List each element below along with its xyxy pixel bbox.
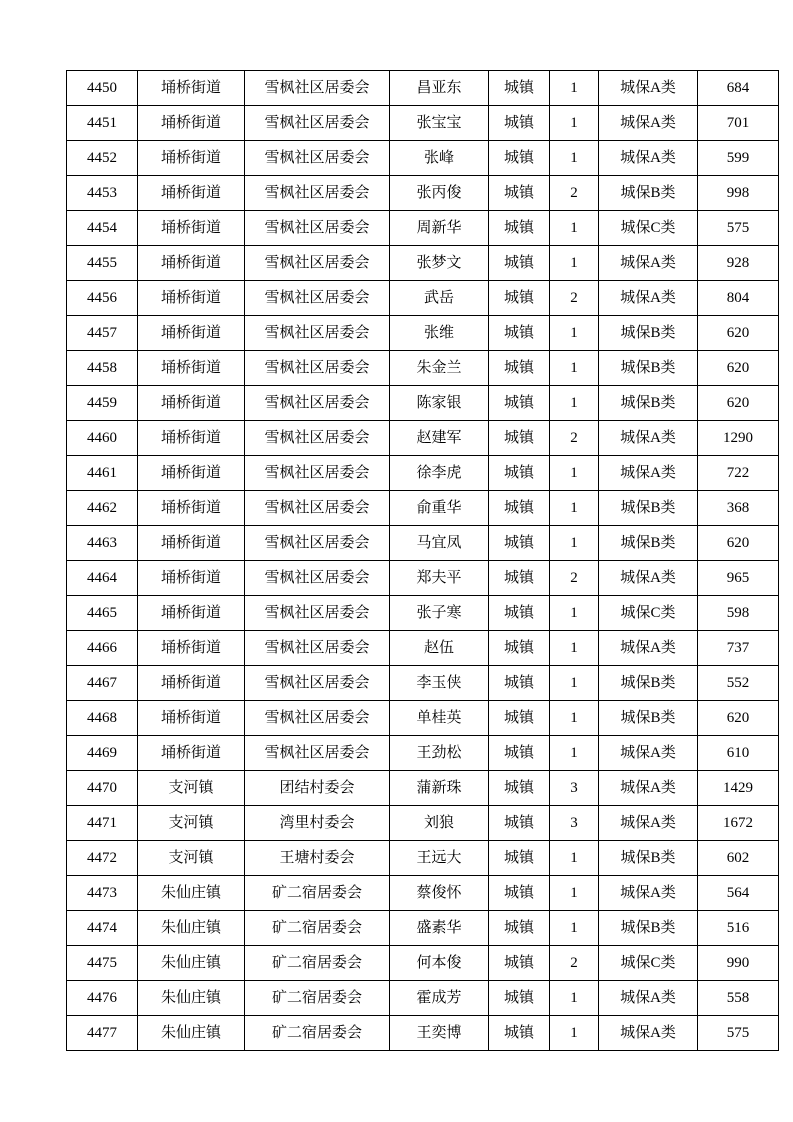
cell-person-count: 1 bbox=[550, 841, 599, 876]
cell-person-count: 1 bbox=[550, 1016, 599, 1051]
cell-street: 埇桥街道 bbox=[138, 386, 245, 421]
cell-household-type: 城镇 bbox=[489, 771, 550, 806]
cell-person-count: 2 bbox=[550, 946, 599, 981]
cell-household-type: 城镇 bbox=[489, 946, 550, 981]
cell-amount: 990 bbox=[698, 946, 779, 981]
cell-id: 4455 bbox=[67, 246, 138, 281]
cell-amount: 620 bbox=[698, 316, 779, 351]
cell-person-count: 1 bbox=[550, 386, 599, 421]
cell-person-count: 1 bbox=[550, 596, 599, 631]
cell-amount: 1290 bbox=[698, 421, 779, 456]
cell-id: 4477 bbox=[67, 1016, 138, 1051]
cell-person-count: 1 bbox=[550, 211, 599, 246]
cell-street: 埇桥街道 bbox=[138, 526, 245, 561]
cell-category: 城保A类 bbox=[599, 981, 698, 1016]
cell-household-type: 城镇 bbox=[489, 106, 550, 141]
table-row bbox=[67, 771, 779, 806]
cell-id: 4467 bbox=[67, 666, 138, 701]
cell-amount: 552 bbox=[698, 666, 779, 701]
table-row bbox=[67, 176, 779, 211]
cell-name: 张梦文 bbox=[390, 246, 489, 281]
table-row bbox=[67, 946, 779, 981]
cell-id: 4458 bbox=[67, 351, 138, 386]
cell-village: 雪枫社区居委会 bbox=[245, 631, 390, 666]
cell-category: 城保B类 bbox=[599, 911, 698, 946]
cell-category: 城保B类 bbox=[599, 491, 698, 526]
table-row bbox=[67, 666, 779, 701]
cell-household-type: 城镇 bbox=[489, 841, 550, 876]
cell-category: 城保A类 bbox=[599, 456, 698, 491]
cell-name: 马宜凤 bbox=[390, 526, 489, 561]
cell-category: 城保A类 bbox=[599, 806, 698, 841]
cell-category: 城保B类 bbox=[599, 176, 698, 211]
cell-name: 赵伍 bbox=[390, 631, 489, 666]
cell-category: 城保B类 bbox=[599, 701, 698, 736]
cell-name: 昌亚东 bbox=[390, 71, 489, 106]
cell-amount: 620 bbox=[698, 351, 779, 386]
cell-street: 埇桥街道 bbox=[138, 106, 245, 141]
cell-id: 4462 bbox=[67, 491, 138, 526]
cell-category: 城保A类 bbox=[599, 281, 698, 316]
cell-category: 城保B类 bbox=[599, 526, 698, 561]
cell-household-type: 城镇 bbox=[489, 351, 550, 386]
cell-id: 4470 bbox=[67, 771, 138, 806]
cell-name: 张子寒 bbox=[390, 596, 489, 631]
cell-amount: 620 bbox=[698, 386, 779, 421]
cell-name: 武岳 bbox=[390, 281, 489, 316]
cell-amount: 998 bbox=[698, 176, 779, 211]
cell-person-count: 1 bbox=[550, 701, 599, 736]
cell-amount: 620 bbox=[698, 701, 779, 736]
cell-name: 刘狼 bbox=[390, 806, 489, 841]
cell-street: 埇桥街道 bbox=[138, 141, 245, 176]
cell-category: 城保A类 bbox=[599, 771, 698, 806]
cell-household-type: 城镇 bbox=[489, 561, 550, 596]
cell-household-type: 城镇 bbox=[489, 666, 550, 701]
cell-household-type: 城镇 bbox=[489, 806, 550, 841]
table-row bbox=[67, 876, 779, 911]
cell-street: 埇桥街道 bbox=[138, 176, 245, 211]
cell-category: 城保A类 bbox=[599, 421, 698, 456]
cell-name: 王远大 bbox=[390, 841, 489, 876]
table-row bbox=[67, 351, 779, 386]
cell-person-count: 1 bbox=[550, 526, 599, 561]
cell-amount: 598 bbox=[698, 596, 779, 631]
cell-person-count: 1 bbox=[550, 666, 599, 701]
cell-person-count: 1 bbox=[550, 246, 599, 281]
cell-household-type: 城镇 bbox=[489, 281, 550, 316]
cell-person-count: 2 bbox=[550, 281, 599, 316]
cell-person-count: 1 bbox=[550, 71, 599, 106]
cell-person-count: 1 bbox=[550, 141, 599, 176]
table-row bbox=[67, 806, 779, 841]
cell-amount: 516 bbox=[698, 911, 779, 946]
cell-village: 矿二宿居委会 bbox=[245, 911, 390, 946]
cell-category: 城保A类 bbox=[599, 631, 698, 666]
cell-village: 雪枫社区居委会 bbox=[245, 666, 390, 701]
cell-village: 雪枫社区居委会 bbox=[245, 701, 390, 736]
cell-id: 4459 bbox=[67, 386, 138, 421]
cell-person-count: 2 bbox=[550, 421, 599, 456]
cell-id: 4465 bbox=[67, 596, 138, 631]
cell-category: 城保B类 bbox=[599, 841, 698, 876]
cell-village: 雪枫社区居委会 bbox=[245, 316, 390, 351]
cell-street: 朱仙庄镇 bbox=[138, 1016, 245, 1051]
table-row bbox=[67, 841, 779, 876]
cell-amount: 575 bbox=[698, 1016, 779, 1051]
cell-person-count: 1 bbox=[550, 876, 599, 911]
cell-id: 4463 bbox=[67, 526, 138, 561]
cell-household-type: 城镇 bbox=[489, 1016, 550, 1051]
cell-person-count: 1 bbox=[550, 316, 599, 351]
cell-id: 4474 bbox=[67, 911, 138, 946]
cell-person-count: 1 bbox=[550, 106, 599, 141]
cell-amount: 1672 bbox=[698, 806, 779, 841]
cell-street: 埇桥街道 bbox=[138, 351, 245, 386]
cell-name: 陈家银 bbox=[390, 386, 489, 421]
cell-name: 周新华 bbox=[390, 211, 489, 246]
cell-village: 矿二宿居委会 bbox=[245, 981, 390, 1016]
cell-name: 郑夫平 bbox=[390, 561, 489, 596]
cell-village: 雪枫社区居委会 bbox=[245, 421, 390, 456]
cell-name: 何本俊 bbox=[390, 946, 489, 981]
cell-street: 埇桥街道 bbox=[138, 281, 245, 316]
cell-amount: 965 bbox=[698, 561, 779, 596]
cell-village: 雪枫社区居委会 bbox=[245, 561, 390, 596]
cell-id: 4466 bbox=[67, 631, 138, 666]
cell-id: 4476 bbox=[67, 981, 138, 1016]
cell-category: 城保A类 bbox=[599, 1016, 698, 1051]
cell-id: 4469 bbox=[67, 736, 138, 771]
cell-amount: 564 bbox=[698, 876, 779, 911]
cell-village: 雪枫社区居委会 bbox=[245, 106, 390, 141]
table-row bbox=[67, 981, 779, 1016]
cell-household-type: 城镇 bbox=[489, 141, 550, 176]
cell-street: 埇桥街道 bbox=[138, 491, 245, 526]
cell-village: 雪枫社区居委会 bbox=[245, 596, 390, 631]
cell-person-count: 3 bbox=[550, 771, 599, 806]
cell-name: 单桂英 bbox=[390, 701, 489, 736]
beneficiary-table bbox=[66, 70, 779, 1051]
table-row bbox=[67, 421, 779, 456]
cell-name: 蒲新珠 bbox=[390, 771, 489, 806]
cell-category: 城保A类 bbox=[599, 736, 698, 771]
cell-amount: 928 bbox=[698, 246, 779, 281]
cell-category: 城保C类 bbox=[599, 596, 698, 631]
cell-amount: 684 bbox=[698, 71, 779, 106]
cell-person-count: 2 bbox=[550, 176, 599, 211]
cell-village: 雪枫社区居委会 bbox=[245, 351, 390, 386]
table-row bbox=[67, 701, 779, 736]
cell-household-type: 城镇 bbox=[489, 981, 550, 1016]
table-row bbox=[67, 526, 779, 561]
cell-amount: 610 bbox=[698, 736, 779, 771]
cell-id: 4457 bbox=[67, 316, 138, 351]
cell-household-type: 城镇 bbox=[489, 911, 550, 946]
cell-amount: 575 bbox=[698, 211, 779, 246]
cell-village: 雪枫社区居委会 bbox=[245, 246, 390, 281]
cell-street: 支河镇 bbox=[138, 841, 245, 876]
cell-street: 埇桥街道 bbox=[138, 456, 245, 491]
cell-amount: 737 bbox=[698, 631, 779, 666]
cell-id: 4464 bbox=[67, 561, 138, 596]
cell-household-type: 城镇 bbox=[489, 246, 550, 281]
cell-street: 埇桥街道 bbox=[138, 596, 245, 631]
cell-name: 蔡俊怀 bbox=[390, 876, 489, 911]
table-row bbox=[67, 561, 779, 596]
cell-street: 埇桥街道 bbox=[138, 666, 245, 701]
cell-household-type: 城镇 bbox=[489, 386, 550, 421]
table-row bbox=[67, 736, 779, 771]
cell-amount: 602 bbox=[698, 841, 779, 876]
cell-id: 4475 bbox=[67, 946, 138, 981]
table-row bbox=[67, 596, 779, 631]
cell-amount: 620 bbox=[698, 526, 779, 561]
cell-name: 张丙俊 bbox=[390, 176, 489, 211]
cell-category: 城保C类 bbox=[599, 211, 698, 246]
cell-street: 支河镇 bbox=[138, 771, 245, 806]
cell-id: 4454 bbox=[67, 211, 138, 246]
cell-amount: 804 bbox=[698, 281, 779, 316]
cell-street: 埇桥街道 bbox=[138, 701, 245, 736]
cell-street: 埇桥街道 bbox=[138, 246, 245, 281]
cell-id: 4473 bbox=[67, 876, 138, 911]
cell-name: 李玉侠 bbox=[390, 666, 489, 701]
cell-category: 城保C类 bbox=[599, 946, 698, 981]
cell-name: 朱金兰 bbox=[390, 351, 489, 386]
cell-street: 朱仙庄镇 bbox=[138, 876, 245, 911]
cell-village: 雪枫社区居委会 bbox=[245, 526, 390, 561]
table-row bbox=[67, 141, 779, 176]
cell-household-type: 城镇 bbox=[489, 491, 550, 526]
cell-street: 埇桥街道 bbox=[138, 736, 245, 771]
cell-name: 霍成芳 bbox=[390, 981, 489, 1016]
cell-amount: 558 bbox=[698, 981, 779, 1016]
cell-household-type: 城镇 bbox=[489, 421, 550, 456]
cell-name: 王奕博 bbox=[390, 1016, 489, 1051]
cell-amount: 722 bbox=[698, 456, 779, 491]
cell-household-type: 城镇 bbox=[489, 631, 550, 666]
cell-name: 赵建军 bbox=[390, 421, 489, 456]
cell-id: 4468 bbox=[67, 701, 138, 736]
cell-street: 埇桥街道 bbox=[138, 631, 245, 666]
cell-household-type: 城镇 bbox=[489, 701, 550, 736]
cell-village: 湾里村委会 bbox=[245, 806, 390, 841]
cell-name: 张维 bbox=[390, 316, 489, 351]
cell-village: 矿二宿居委会 bbox=[245, 876, 390, 911]
cell-name: 徐李虎 bbox=[390, 456, 489, 491]
cell-street: 朱仙庄镇 bbox=[138, 946, 245, 981]
cell-id: 4461 bbox=[67, 456, 138, 491]
cell-person-count: 1 bbox=[550, 736, 599, 771]
cell-amount: 599 bbox=[698, 141, 779, 176]
cell-person-count: 1 bbox=[550, 491, 599, 526]
cell-village: 矿二宿居委会 bbox=[245, 946, 390, 981]
cell-category: 城保B类 bbox=[599, 386, 698, 421]
cell-household-type: 城镇 bbox=[489, 876, 550, 911]
cell-village: 团结村委会 bbox=[245, 771, 390, 806]
table-row bbox=[67, 211, 779, 246]
cell-amount: 1429 bbox=[698, 771, 779, 806]
cell-id: 4453 bbox=[67, 176, 138, 211]
cell-household-type: 城镇 bbox=[489, 456, 550, 491]
cell-street: 支河镇 bbox=[138, 806, 245, 841]
cell-amount: 368 bbox=[698, 491, 779, 526]
cell-name: 俞重华 bbox=[390, 491, 489, 526]
cell-village: 雪枫社区居委会 bbox=[245, 176, 390, 211]
cell-id: 4452 bbox=[67, 141, 138, 176]
cell-person-count: 2 bbox=[550, 561, 599, 596]
cell-village: 雪枫社区居委会 bbox=[245, 491, 390, 526]
cell-household-type: 城镇 bbox=[489, 736, 550, 771]
cell-street: 埇桥街道 bbox=[138, 421, 245, 456]
cell-street: 朱仙庄镇 bbox=[138, 981, 245, 1016]
cell-id: 4450 bbox=[67, 71, 138, 106]
table-row bbox=[67, 456, 779, 491]
cell-category: 城保A类 bbox=[599, 71, 698, 106]
cell-street: 埇桥街道 bbox=[138, 71, 245, 106]
cell-name: 盛素华 bbox=[390, 911, 489, 946]
cell-person-count: 1 bbox=[550, 911, 599, 946]
cell-village: 雪枫社区居委会 bbox=[245, 141, 390, 176]
cell-name: 张峰 bbox=[390, 141, 489, 176]
table-row bbox=[67, 71, 779, 106]
cell-village: 雪枫社区居委会 bbox=[245, 71, 390, 106]
table-row bbox=[67, 1016, 779, 1051]
cell-id: 4472 bbox=[67, 841, 138, 876]
table-row bbox=[67, 631, 779, 666]
cell-amount: 701 bbox=[698, 106, 779, 141]
cell-category: 城保A类 bbox=[599, 106, 698, 141]
table-row bbox=[67, 386, 779, 421]
cell-street: 埇桥街道 bbox=[138, 316, 245, 351]
cell-category: 城保A类 bbox=[599, 561, 698, 596]
cell-id: 4471 bbox=[67, 806, 138, 841]
cell-person-count: 3 bbox=[550, 806, 599, 841]
cell-name: 张宝宝 bbox=[390, 106, 489, 141]
cell-household-type: 城镇 bbox=[489, 596, 550, 631]
cell-street: 埇桥街道 bbox=[138, 211, 245, 246]
cell-category: 城保A类 bbox=[599, 246, 698, 281]
cell-street: 埇桥街道 bbox=[138, 561, 245, 596]
cell-village: 雪枫社区居委会 bbox=[245, 386, 390, 421]
cell-category: 城保A类 bbox=[599, 141, 698, 176]
cell-village: 雪枫社区居委会 bbox=[245, 736, 390, 771]
cell-household-type: 城镇 bbox=[489, 176, 550, 211]
cell-household-type: 城镇 bbox=[489, 316, 550, 351]
cell-village: 雪枫社区居委会 bbox=[245, 211, 390, 246]
cell-category: 城保B类 bbox=[599, 316, 698, 351]
cell-person-count: 1 bbox=[550, 456, 599, 491]
cell-household-type: 城镇 bbox=[489, 526, 550, 561]
cell-category: 城保A类 bbox=[599, 876, 698, 911]
table-row bbox=[67, 106, 779, 141]
cell-household-type: 城镇 bbox=[489, 71, 550, 106]
cell-name: 王劲松 bbox=[390, 736, 489, 771]
cell-household-type: 城镇 bbox=[489, 211, 550, 246]
cell-person-count: 1 bbox=[550, 631, 599, 666]
cell-village: 王塘村委会 bbox=[245, 841, 390, 876]
cell-village: 矿二宿居委会 bbox=[245, 1016, 390, 1051]
table-body bbox=[67, 71, 779, 1051]
cell-id: 4460 bbox=[67, 421, 138, 456]
table-row bbox=[67, 911, 779, 946]
cell-street: 朱仙庄镇 bbox=[138, 911, 245, 946]
table-row bbox=[67, 316, 779, 351]
cell-village: 雪枫社区居委会 bbox=[245, 281, 390, 316]
cell-id: 4456 bbox=[67, 281, 138, 316]
cell-id: 4451 bbox=[67, 106, 138, 141]
table-row bbox=[67, 281, 779, 316]
cell-person-count: 1 bbox=[550, 981, 599, 1016]
cell-person-count: 1 bbox=[550, 351, 599, 386]
cell-category: 城保B类 bbox=[599, 666, 698, 701]
table-row bbox=[67, 246, 779, 281]
cell-village: 雪枫社区居委会 bbox=[245, 456, 390, 491]
table-row bbox=[67, 491, 779, 526]
cell-category: 城保B类 bbox=[599, 351, 698, 386]
